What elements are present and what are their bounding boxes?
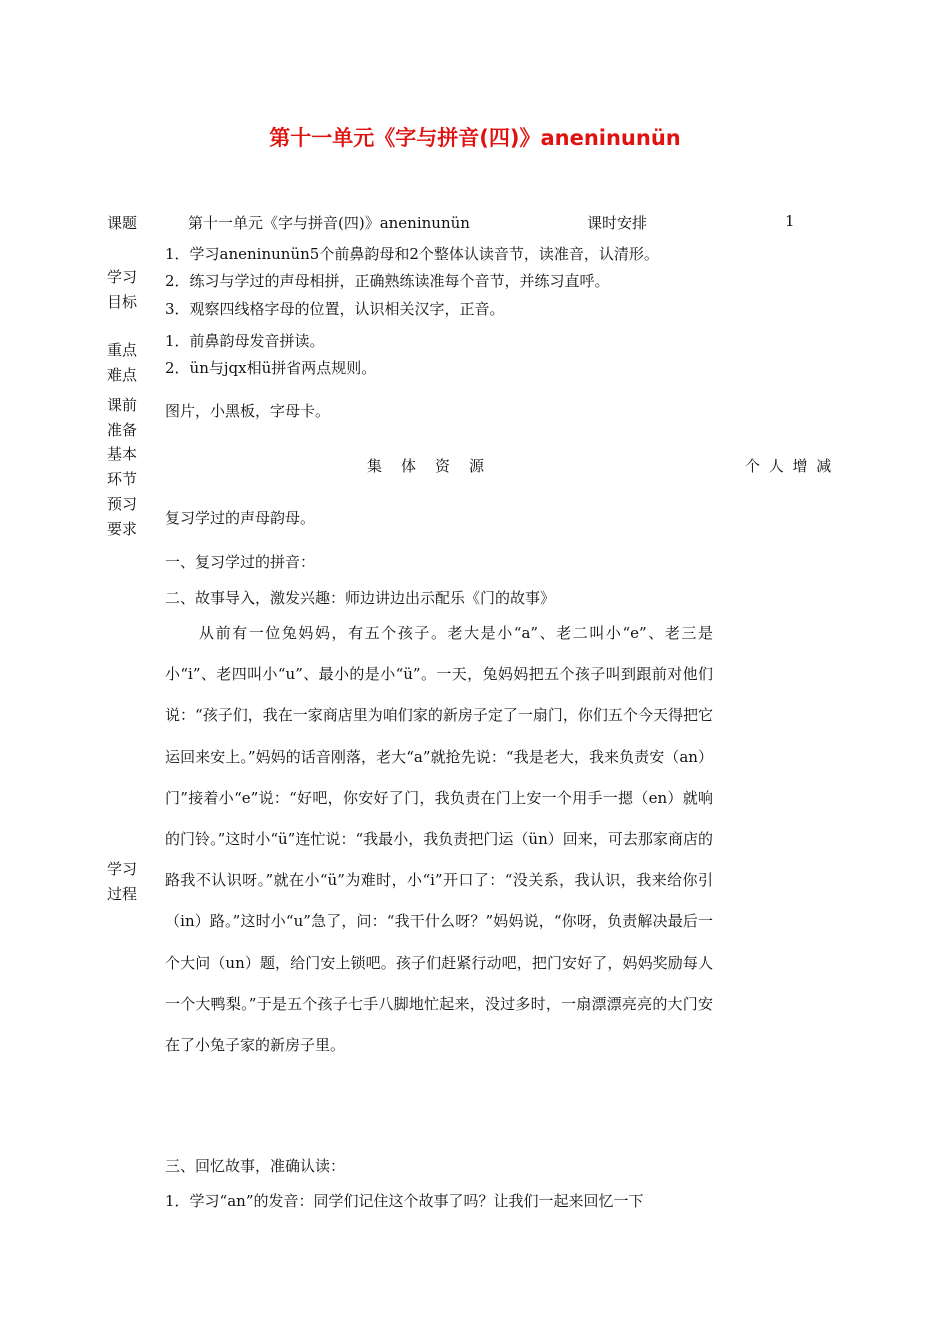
label-base-1: 基本 [107,445,138,463]
process-step-2: 二、故事导入，激发兴趣：师边讲边出示配乐《门的故事》 [165,589,556,607]
label-prep-1: 课前 [107,396,138,414]
label-goals-2: 目标 [107,293,138,311]
document-title: 第十一单元《字与拼音(四)》aneninunün [269,126,681,150]
preparation-text: 图片，小黑板，字母卡。 [165,402,331,420]
schedule-label: 课时安排 [587,214,648,232]
label-goals-1: 学习 [107,268,138,286]
process-step-3-1: 1．学习“an”的发音：同学们记住这个故事了吗？让我们一起来回忆一下 [165,1192,644,1210]
story-paragraph: 从前有一位兔妈妈，有五个孩子。老大是小“a”、老二叫小“e”、老三是小“i”、老四叫小“u”、最小的是小“ü”。一天，兔妈妈把五个孩子叫到跟前对他们说：“孩子们，我在一家商店里为咱们家的新房子定了一扇门，你们五个今天得把它运回来安上。”妈妈的话音刚落，老大“a”就抢先说：“我是老大，我来负责安（an）门”接着小“e”说：“好吧，你安好了门，我负责在门上安一个用手一摁（en）就响的门铃。”这时小“ü”连忙说：“我最小，我负责把门运（ün）回来，可去那家商店的路我不认识呀。”就在小“ü”为难时，小“i”开口了：“没关系，我认识，我来给你引（in）路。”这时小“u”急了，问：“我干什么呀？”妈妈说，“你呀，负责解决最后一个大问（un）题，给门安上锁吧。孩子们赶紧行动吧，把门安好了，妈妈奖励每人一个大鸭梨。”于是五个孩子七手八脚地忙起来，没过多时，一扇漂漂亮亮的大门安在了小兔子家的新房子里。 [165,624,713,1055]
key-point-item: 2．ün与jqx相ü拼省两点规则。 [165,359,377,377]
label-topic: 课题 [107,214,138,232]
column-collective: 集 体 资 源 [367,457,487,475]
label-prep-2: 准备 [107,421,138,439]
schedule-value: 1 [785,212,795,230]
column-personal: 个 人 增 减 [745,457,834,475]
label-process-2: 过程 [107,885,138,903]
goal-item: 2．练习与学过的声母相拼，正确熟练读准每个音节，并练习直呼。 [165,272,610,290]
label-preview-1: 预习 [107,495,138,513]
label-base-2: 环节 [107,470,138,488]
topic-value: 第十一单元《字与拼音(四)》aneninunün [188,214,470,232]
key-point-item: 1．前鼻韵母发音拼读。 [165,332,325,350]
label-key-1: 重点 [107,341,138,359]
process-step-3: 三、回忆故事，准确认读： [165,1157,346,1175]
goal-item: 3．观察四线格字母的位置，认识相关汉字，正音。 [165,300,505,318]
process-step-1: 一、复习学过的拼音： [165,553,316,571]
label-process-1: 学习 [107,860,138,878]
label-preview-2: 要求 [107,520,138,538]
label-key-2: 难点 [107,366,138,384]
goal-item: 1．学习aneninunün5个前鼻韵母和2个整体认读音节，读准音，认清形。 [165,245,659,263]
preview-requirement: 复习学过的声母韵母。 [165,509,316,527]
